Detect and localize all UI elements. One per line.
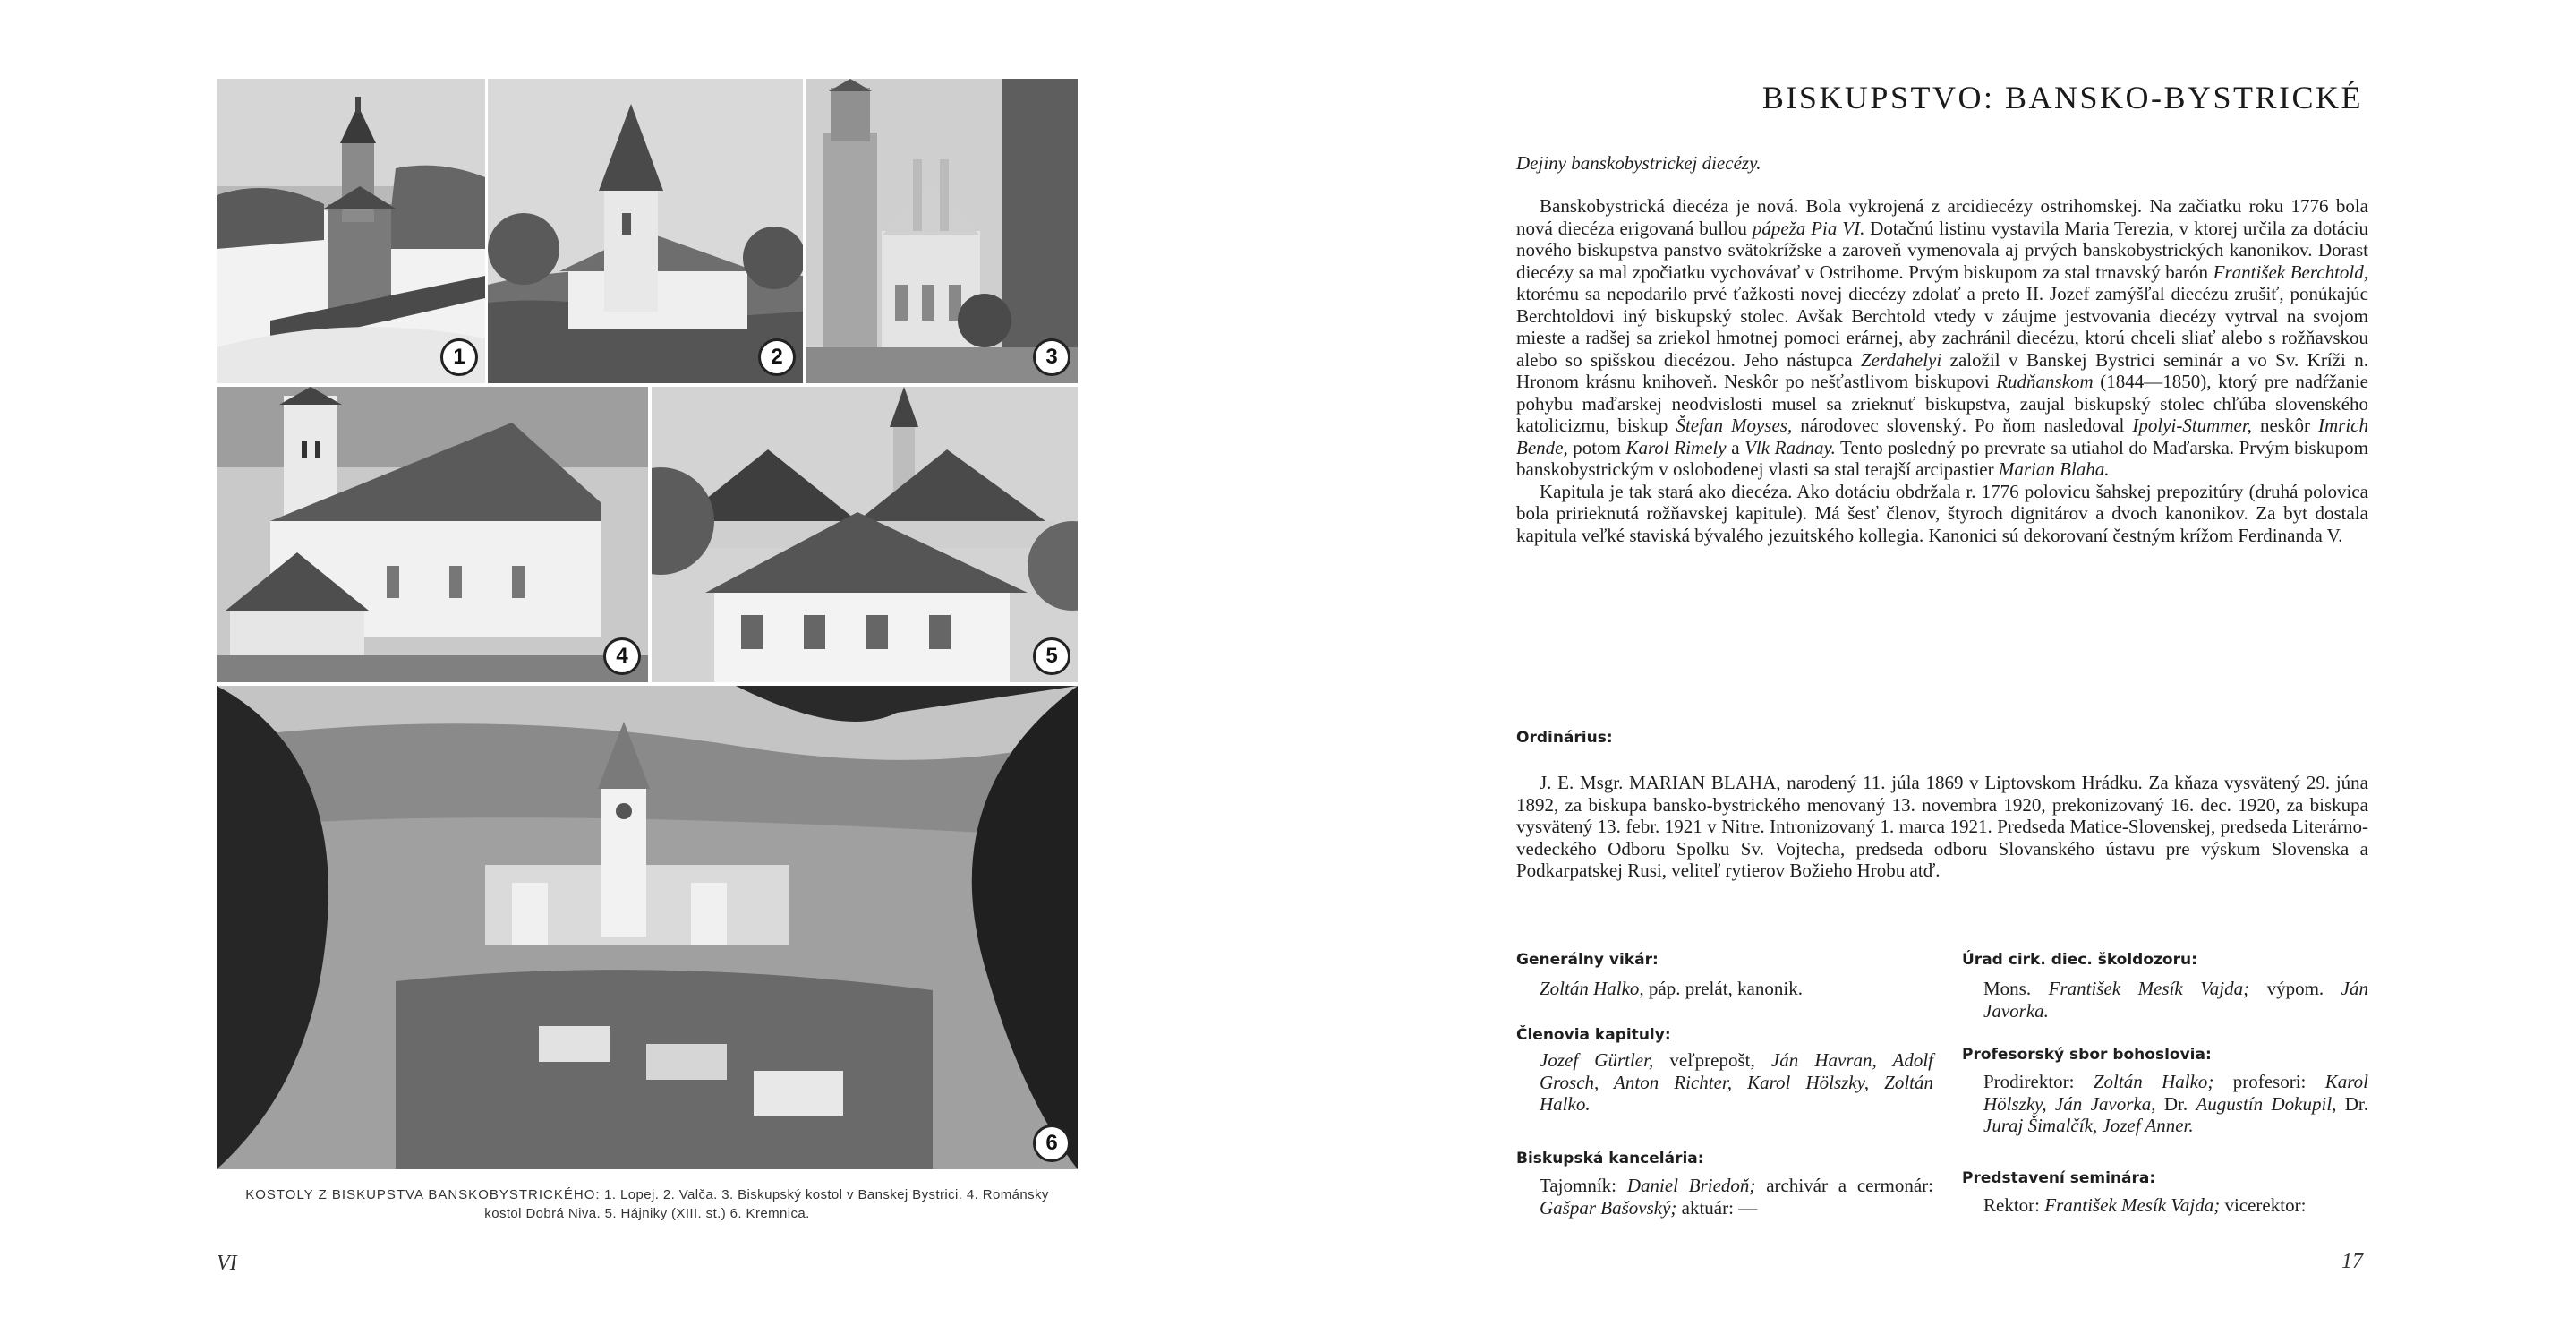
seminar-label: Predstavení seminára: [1962, 1169, 2156, 1187]
kancelaria-label: Biskupská kancelária: [1516, 1150, 1704, 1168]
seminar-text [1983, 1194, 2368, 1217]
ordinarius-paragraph: J. E. Msgr. MARIAN BLAHA, narodený 11. júla 1869 v Liptovskom Hrádku. Za kňaza vysvätený 29. júna 1892, za biskupa bansko-bystrického menovaný 13. novembra 1920, prekonizovaný 16. dec. 1920, za biskupa vysvätený 13. febr. 1921 v Nitre. Intronizovaný 1. marca 1921. Predseda Matice-Slovenskej, predseda Literárno-vedeckého Odboru Spolku Sv. Vojtecha, predseda odboru Slovanského ústavu pre výskum Slovenska a Podkarpatskej Rusi, veliteľ rytierov Božieho Hrobu atď. [1516, 772, 2368, 881]
caption-line-2: kostol Dobrá Niva. 5. Hájniky (XIII. st.) 6. Kremnica. [484, 1206, 810, 1221]
page-title: BISKUPSTVO: BANSKO-BYSTRICKÉ [1761, 80, 2363, 115]
photo-number-3: 3 [1033, 338, 1070, 376]
photo-number-5: 5 [1033, 637, 1070, 675]
urad-label: Úrad cirk. diec. školdozoru: [1962, 951, 2197, 969]
kapitula-label: Členovia kapituly: [1516, 1026, 1671, 1044]
history-text [1516, 195, 2368, 546]
left-page-number: VI [217, 1252, 237, 1275]
photo-valca [488, 79, 803, 383]
photo-dobra-niva [217, 387, 648, 682]
kapitula-value: Jozef Gürtler, veľprepošt, Ján Havran, Adolf Grosch, Anton Richter, Karol Hölszky, Zoltán Halko. [1540, 1049, 1933, 1115]
history-paragraph-1: Banskobystrická diecéza je nová. Bola vykrojená z arcidiecézy ostrihomskej. Na začiatku roku 1776 bola nová diecéza erigovaná bullou pápeža Pia VI. Dotačnú listinu vystavila Maria Terezia, v ktorej určila za dotáciu nového biskupstva panstvo svätokrížske a zaroveň vymenovala aj prvých banskobystrických kanonikov. Dorast diecézy sa mal zpočiatku vychovávať v Ostrihome. Prvým biskupom za stal trnavský barón František Berchtold, ktorému sa nepodarilo prvé ťažkosti novej diecézy zdolať a preto II. Jozef zamýšľal diecézu zrušiť, ponúkajúc Berchtoldovi iný biskupský stolec. Avšak Berchtold vtedy v záujme jestvovania diecézy vytrval na svojom mieste a radšej sa zriekol hmotnej pomoci erárnej, aby zachránil diecézu, ktorú chceli sliať alebo s rožňavskou alebo so spišskou diecézou. Jeho nástupca Zerdahelyi založil v Banskej Bystrici seminár a vo Sv. Kríži n. Hronom krásnu knihoveň. Neskôr po nešťastlivom biskupovi Rudňanskom (1844—1850), ktorý pre nadŕžanie pohybu maďarskej neodvislosti musel sa zrieknuť biskupstva, zaujal biskupský stolec chľúba slovenského katolicizmu, biskup Štefan Moyses, národovec slovenský. Po ňom nasledoval Ipolyi-Stummer, neskôr Imrich Bende, potom Karol Rimely a Vlk Radnay. Tento posledný po prevrate sa utiahol do Maďarska. Prvým biskupom banskobystrickým v oslobodenej vlasti sa stal terajší arcipastier Marian Blaha. [1516, 195, 2369, 480]
photo-number-1: 1 [440, 338, 478, 376]
vikar-text [1540, 978, 1933, 1000]
vikar-label: Generálny vikár: [1516, 951, 1659, 969]
right-page-number: 17 [2341, 1250, 2363, 1273]
urad-value: Mons. František Mesík Vajda; výpom. Ján Javorka. [1983, 978, 2368, 1022]
photo-kremnica [217, 686, 1078, 1169]
sbor-text [1983, 1071, 2368, 1137]
photo-hajniky [652, 387, 1078, 682]
ordinarius-label: Ordinárius: [1516, 729, 1613, 747]
sbor-label: Profesorský sbor bohoslovia: [1962, 1046, 2212, 1064]
history-paragraph-2: Kapitula je tak stará ako diecéza. Ako dotáciu obdržala r. 1776 polovicu šahskej prepozitúry (druhá polovica bola pririeknutá rožňavskej kapitule). Má šesť členov, štyroch dignitárov a dvoch kanonikov. Za byt dostala kapitula veľké staviská bývalého jezuitského kollegia. Kanonici sú dekorovaní čestným krížom Ferdinanda V. [1516, 480, 2368, 546]
kancelaria-text [1540, 1175, 1933, 1219]
caption-title: KOSTOLY Z BISKUPSTVA BANSKOBYSTRICKÉHO: [245, 1187, 601, 1202]
urad-text [1983, 978, 2368, 1022]
caption-line-1: 1. Lopej. 2. Valča. 3. Biskupský kostol v Banskej Bystrici. 4. Románsky [604, 1187, 1049, 1202]
photo-number-4: 4 [603, 637, 641, 675]
photo-caption [217, 1185, 1078, 1223]
photo-number-2: 2 [758, 338, 796, 376]
sbor-value: Prodirektor: Zoltán Halko; profesori: Karol Hölszky, Ján Javorka, Dr. Augustín Dokupil, Dr. Juraj Šimalčík, Jozef Anner. [1983, 1071, 2369, 1136]
kapitula-text [1540, 1049, 1933, 1116]
seminar-value: Rektor: František Mesík Vajda; vicerektor: [1983, 1194, 2307, 1216]
kancelaria-value: Tajomník: Daniel Briedoň; archivár a cermonár: Gašpar Bašovský; aktuár: — [1540, 1175, 1933, 1219]
photo-banska-bystrica [806, 79, 1078, 383]
section-subtitle: Dejiny banskobystrickej diecézy. [1516, 152, 1761, 174]
photo-lopej [217, 79, 485, 383]
ordinarius-text [1516, 772, 2368, 882]
vikar-value: Zoltán Halko, páp. prelát, kanonik. [1540, 978, 1803, 999]
photo-number-6: 6 [1033, 1125, 1070, 1162]
